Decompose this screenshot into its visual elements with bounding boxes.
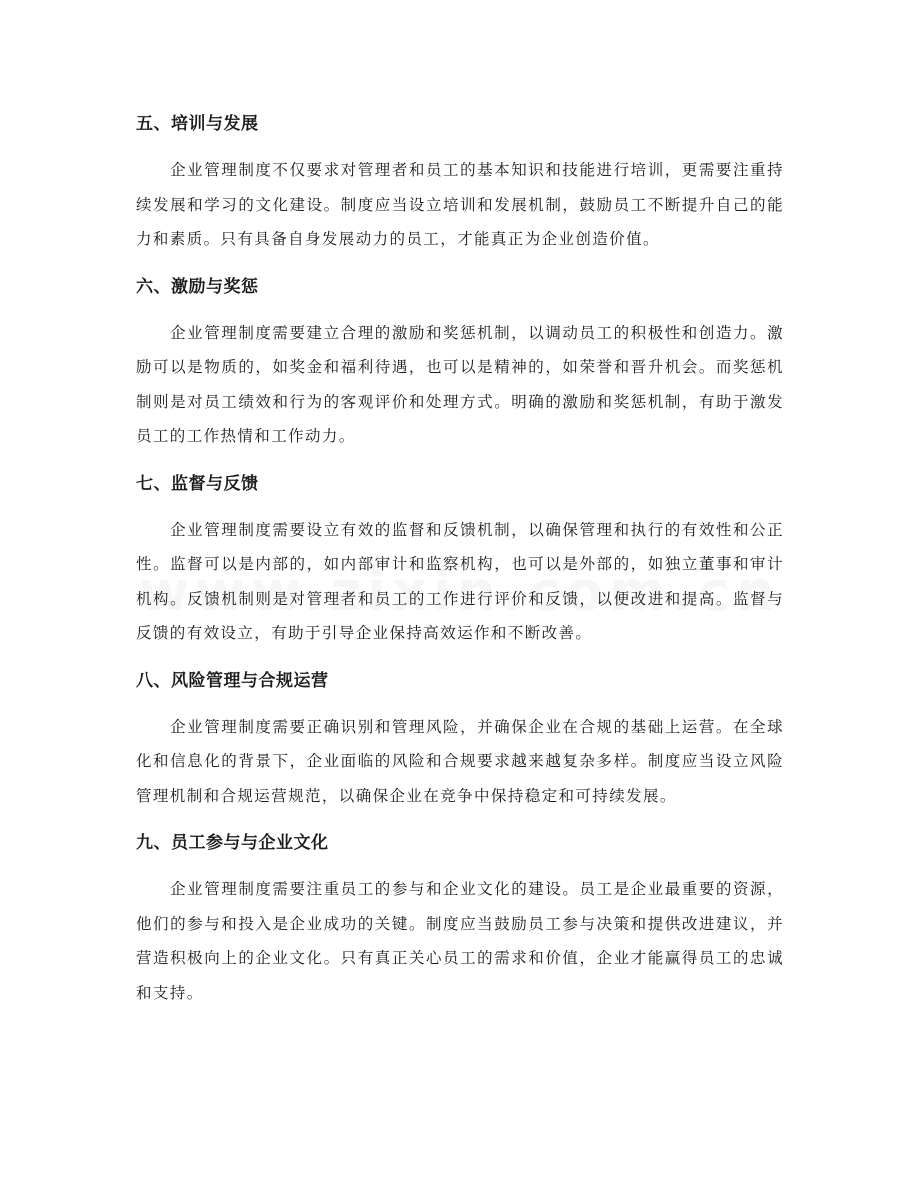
section-risk-compliance [136, 661, 784, 824]
section-paragraph: 企业管理制度需要注重员工的参与和企业文化的建设。员工是企业最重要的资源，他们的参与和投入是企业成功的关键。制度应当鼓励员工参与决策和提供改进建议，并营造积极向上的企业文化。只有真正关心员工的需求和价值，企业才能赢得员工的忠诚和支持。 [136, 880, 784, 1002]
section-heading: 五、培训与发展 [136, 114, 259, 134]
section-paragraph: 企业管理制度需要建立合理的激励和奖惩机制，以调动员工的积极性和创造力。激励可以是物质的，如奖金和福利待遇，也可以是精神的，如荣誉和晋升机会。而奖惩机制则是对员工绩效和行为的客观评价和处理方式。明确的激励和奖惩机制，有助于激发员工的工作热情和工作动力。 [136, 323, 784, 445]
section-heading: 八、风险管理与合规运营 [136, 670, 329, 691]
section-incentives [136, 267, 784, 464]
section-employee-culture [136, 823, 784, 1020]
section-paragraph: 企业管理制度不仅要求对管理者和员工的基本知识和技能进行培训，更需要注重持续发展和学习的文化建设。制度应当设立培训和发展机制，鼓励员工不断提升自己的能力和素质。只有具备自身发展动力的员工，才能真正为企业创造价值。 [136, 161, 784, 248]
section-training [136, 104, 784, 267]
section-heading: 九、员工参与与企业文化 [136, 833, 329, 853]
section-paragraph: 企业管理制度需要设立有效的监督和反馈机制，以确保管理和执行的有效性和公正性。监督可以是内部的，如内部审计和监察机构，也可以是外部的，如独立董事和审计机构。反馈机制则是对管理者和员工的工作进行评价和反馈，以便改进和提高。监督与反馈的有效设立，有助于引导企业保持高效运作和不断改善。 [136, 520, 784, 642]
section-heading: 七、监督与反馈 [136, 473, 259, 494]
section-heading: 六、激励与奖惩 [136, 276, 259, 297]
section-paragraph: 企业管理制度需要正确识别和管理风险，并确保企业在合规的基础上运营。在全球化和信息化的背景下，企业面临的风险和合规要求越来越复杂多样。制度应当设立风险管理机制和合规运营规范，以确保企业在竞争中保持稳定和可持续发展。 [136, 717, 784, 805]
document-content [136, 104, 784, 1020]
section-supervision [136, 464, 784, 661]
